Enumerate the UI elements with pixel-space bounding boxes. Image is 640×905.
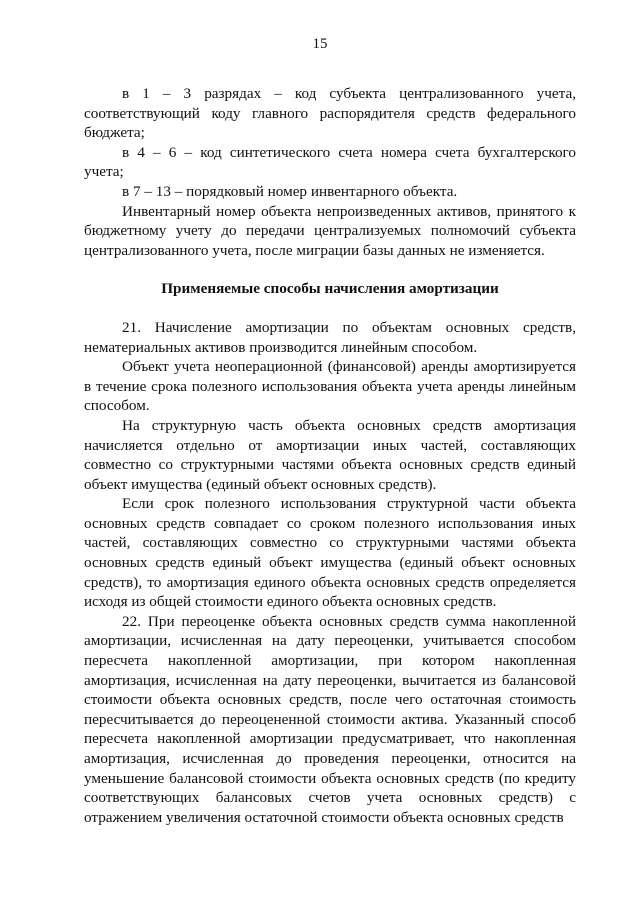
paragraph-structural-part: На структурную часть объекта основных средств амортизация начисляется отдельно от амортизации иных частей, составляющих совместно со структурными частями объекта основных средств единый объект имущества (единый объект основных средств). (84, 416, 576, 493)
paragraph-digits-1-3: в 1 – 3 разрядах – код субъекта централизованного учета, соответствующий коду главного распорядителя средств федерального бюджета; (84, 85, 576, 142)
paragraph-digits-7-13: в 7 – 13 – порядковый номер инвентарного объекта. (122, 182, 458, 200)
section-heading: Применяемые способы начисления амортизации (161, 280, 499, 298)
paragraph-inventory-number: Инвентарный номер объекта непроизведенных активов, принятого к бюджетному учету до передачи централизуемых полномочий субъекта централизованного учета, после миграции базы данных не изменяется. (84, 202, 576, 259)
paragraph-digits-4-6: в 4 – 6 – код синтетического счета номера счета бухгалтерского учета; (84, 143, 576, 181)
page-number: 15 (312, 36, 328, 52)
paragraph-lease-amortization: Объект учета неоперационной (финансовой) аренды амортизируется в течение срока полезного использования объекта учета аренды линейным способом. (84, 358, 576, 415)
paragraph-useful-life: Если срок полезного использования структурной части объекта основных средств совпадает со сроком полезного использования иных частей, составляющих совместно со структурными частями объекта основных средств единый объект имущества (единый объект основных средств), то амортизация единого объекта основных средств определяется исходя из общей стоимости единого объекта основных средств. (84, 495, 576, 611)
paragraph-clause-21: 21. Начисление амортизации по объектам основных средств, нематериальных активов производится линейным способом. (84, 318, 576, 356)
document-body (84, 84, 576, 827)
paragraph-clause-22: 22. При переоценке объекта основных средств сумма накопленной амортизации, исчисленная на дату переоценки, учитывается способом пересчета накопленной амортизации, при котором накопленная амортизация, исчисленная на дату переоценки, вычитается из балансовой стоимости объекта основных средств, после чего остаточная стоимость пересчитывается до переоцененной стоимости актива. Указанный способ пересчета накопленной амортизации предусматривает, что накопленная амортизация, исчисленная до проведения переоценки, относится на уменьшение балансовой стоимости объекта основных средств (по кредиту соответствующих балансовых счетов учета основных средств) с отражением увеличения остаточной стоимости объекта основных средств (84, 612, 576, 826)
